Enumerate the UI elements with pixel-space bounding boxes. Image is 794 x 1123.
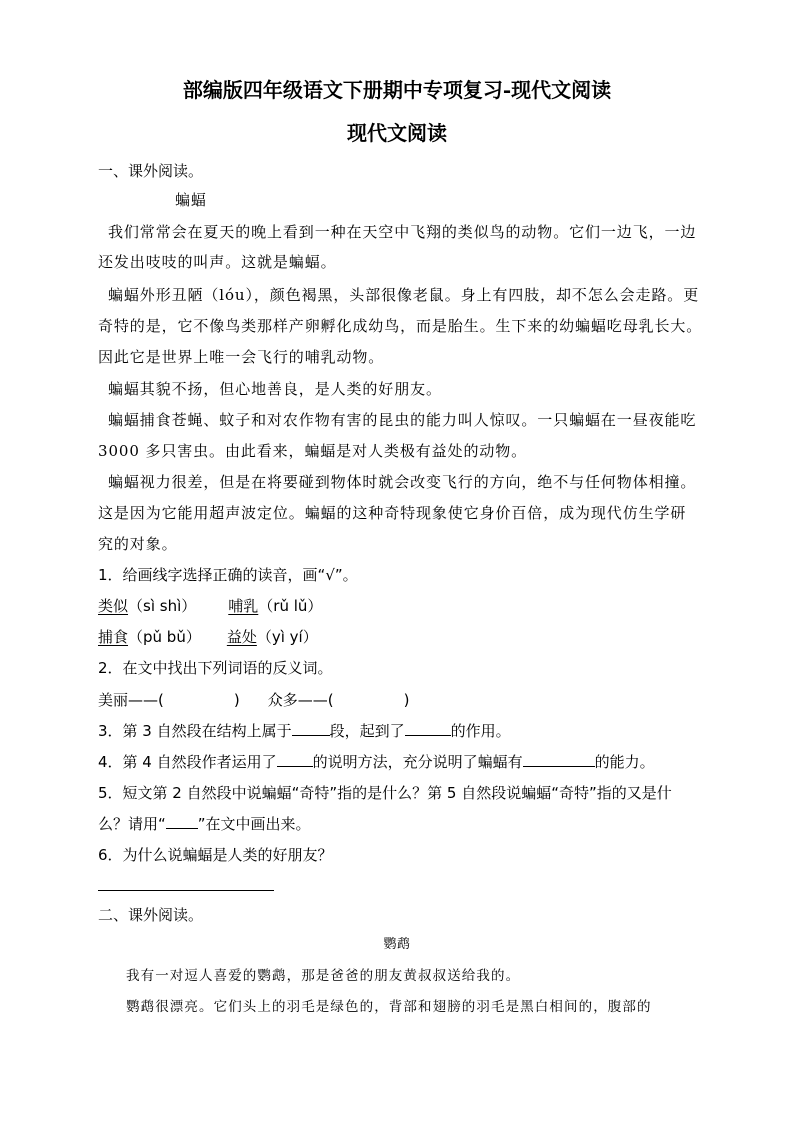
page-subtitle: 现代文阅读 (347, 121, 447, 145)
section1-passage-title: 蝙蝠 (175, 191, 207, 209)
question-3 (98, 721, 511, 741)
q1-row2 (98, 627, 318, 647)
s1-paragraph5-line1: 蝙蝠视力很差，但是在将要碰到物体时就会改变飞行的方向，绝不与任何物体相撞。 (108, 473, 697, 491)
q4-blank-1[interactable] (277, 752, 313, 767)
q2-zhongduo-label: 众多——( (267, 691, 334, 709)
question-5-line2 (98, 814, 311, 834)
question-5-line1: 5．短文第 2 自然段中说蝙蝠“奇特”指的是什么？第 5 自然段说蝙蝠“奇特”指的又是什 (98, 784, 672, 802)
q1-pinyin-leisi: （sì shì） (128, 597, 197, 615)
q2-meili-label: 美丽——( (98, 691, 164, 709)
q1-row1 (98, 596, 322, 616)
s2-paragraph1-line1: 我有一对逗人喜爱的鹦鹉，那是爸爸的朋友黄叔叔送给我的。 (126, 968, 521, 984)
s1-paragraph2-line2: 奇特的是，它不像鸟类那样产卵孵化成幼鸟，而是胎生。生下来的幼蝙蝠吃母乳长大。 (98, 317, 703, 335)
q5-text-a: 么？请用“ (98, 815, 166, 833)
s1-paragraph2-line1: 蝙蝠外形丑陋（lóu），颜色褐黑，头部很像老鼠。身上有四肢，却不怎么会走路。更 (108, 286, 700, 304)
page-title: 部编版四年级语文下册期中专项复习-现代文阅读 (182, 78, 612, 102)
section1-heading: 一、课外阅读。 (98, 162, 204, 180)
q2-row (98, 690, 409, 710)
s1-paragraph4-line1: 蝙蝠捕食苍蝇、蚊子和对农作物有害的昆虫的能力叫人惊叹。一只蝙蝠在一昼夜能吃 (108, 411, 697, 429)
question-2: 2．在文中找出下列词语的反义词。 (98, 659, 333, 677)
q1-pinyin-bushi: （pǔ bǔ） (128, 628, 201, 646)
q1-word-bushi: 捕食 (98, 628, 129, 646)
s2-paragraph2-line1: 鹦鹉很漂亮。它们头上的羽毛是绿色的，背部和翅膀的羽毛是黑白相间的，腹部的 (126, 999, 652, 1015)
q3-text-c: 的作用。 (450, 722, 511, 740)
q1-pinyin-yichu: （yì yí） (256, 628, 318, 646)
q5-text-b: ”在文中画出来。 (197, 815, 311, 833)
section2-passage-title: 鹦鹉 (383, 937, 411, 952)
q1-word-burun: 哺乳 (228, 597, 259, 615)
s1-paragraph4-line2: 3000 多只害虫。由此看来，蝙蝠是对人类极有益处的动物。 (98, 442, 528, 460)
question-1: 1．给画线字选择正确的读音，画“√”。 (98, 566, 358, 584)
question-6: 6．为什么说蝙蝠是人类的好朋友？ (98, 846, 333, 864)
s1-paragraph2-line3: 因此它是世界上唯一会飞行的哺乳动物。 (98, 348, 385, 366)
q3-text-b: 段，起到了 (329, 722, 405, 740)
q1-word-leisi: 类似 (98, 597, 129, 615)
q3-text-a: 3．第 3 自然段在结构上属于 (98, 722, 292, 740)
q1-pinyin-burun: （rǔ lǔ） (258, 597, 323, 615)
section2-heading: 二、课外阅读。 (98, 906, 204, 924)
question-4 (98, 752, 655, 772)
s1-paragraph3-line1: 蝙蝠其貌不扬，但心地善良，是人类的好朋友。 (108, 380, 442, 398)
q1-word-yichu: 益处 (226, 628, 257, 646)
q2-meili-close: ) (233, 691, 240, 709)
q4-blank-2[interactable] (523, 752, 595, 767)
q3-blank-1[interactable] (292, 721, 330, 736)
q5-underline-sample (166, 814, 198, 829)
q6-answer-line[interactable] (98, 890, 274, 891)
s1-paragraph5-line2: 这是因为它能用超声波定位。蝙蝠的这种奇特现象使它身价百倍，成为现代仿生学研 (98, 504, 687, 522)
q3-blank-2[interactable] (405, 721, 451, 736)
s1-paragraph5-line3: 究的对象。 (98, 535, 178, 553)
s1-paragraph1-line2: 还发出吱吱的叫声。这就是蝙蝠。 (98, 253, 337, 271)
q4-text-b: 的说明方法，充分说明了蝙蝠有 (312, 753, 523, 771)
q4-text-c: 的能力。 (594, 753, 655, 771)
q2-zhongduo-close: ) (403, 691, 410, 709)
q4-text-a: 4．第 4 自然段作者运用了 (98, 753, 277, 771)
s1-paragraph1-line1: 我们常常会在夏天的晚上看到一种在天空中飞翔的类似鸟的动物。它们一边飞，一边 (108, 223, 697, 241)
